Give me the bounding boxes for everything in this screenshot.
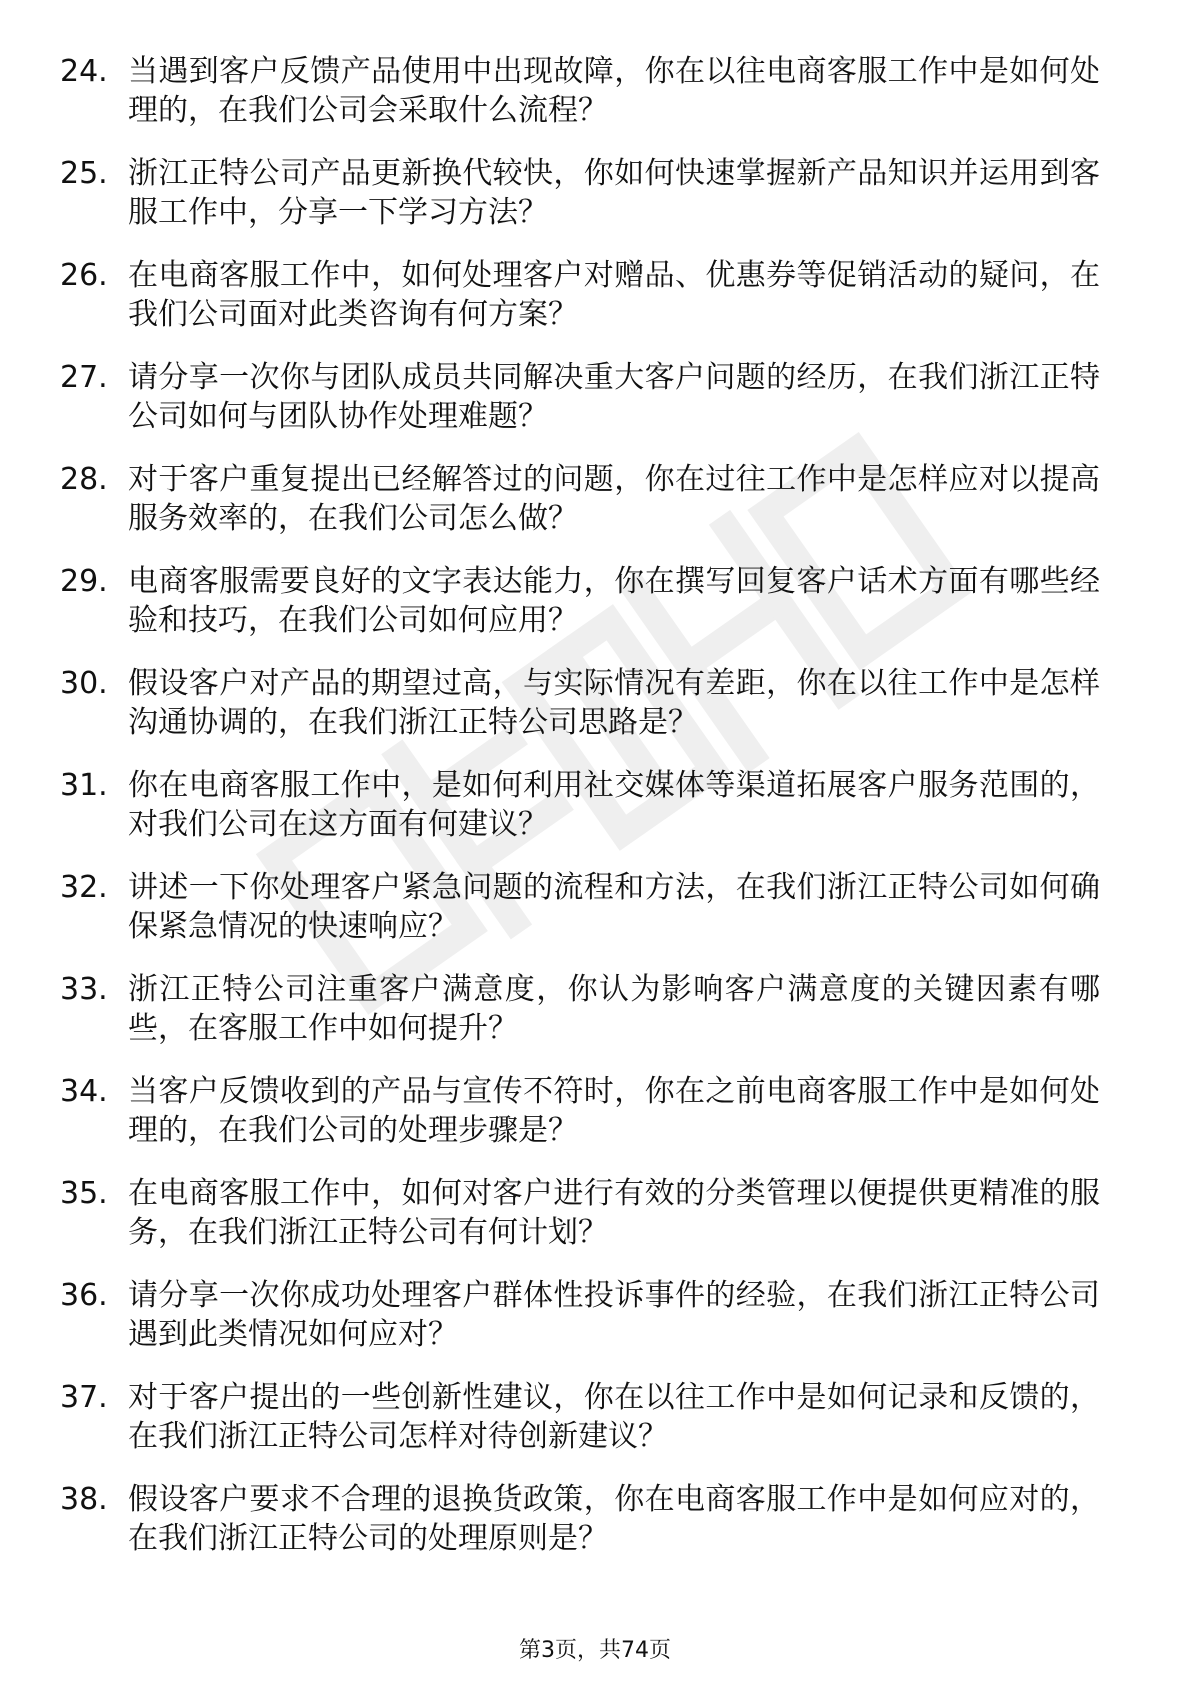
question-text: 讲述一下你处理客户紧急问题的流程和方法，在我们浙江正特公司如何确保紧急情况的快速响应？ [128,870,1100,944]
page-number-footer: 第3页，共74页 [519,1638,671,1663]
question-text: 浙江正特公司注重客户满意度，你认为影响客户满意度的关键因素有哪些，在客服工作中如何提升？ [128,972,1100,1046]
question-text: 请分享一次你与团队成员共同解决重大客户问题的经历，在我们浙江正特公司如何与团队协作处理难题？ [128,360,1100,434]
question-text: 在电商客服工作中，如何处理客户对赠品、优惠券等促销活动的疑问，在我们公司面对此类咨询有何方案？ [128,258,1100,332]
question-number: 29. [60,564,108,599]
question-text: 对于客户提出的一些创新性建议，你在以往工作中是如何记录和反馈的，在我们浙江正特公司怎样对待创新建议？ [128,1380,1100,1454]
question-number: 26. [60,258,108,293]
question-item [60,970,1120,1072]
question-item [60,1480,1120,1582]
question-item [60,562,1120,664]
question-item [60,1174,1120,1276]
question-item [60,154,1120,256]
question-number: 33. [60,972,108,1007]
question-item [60,256,1120,358]
question-item [60,766,1120,868]
question-text: 当遇到客户反馈产品使用中出现故障，你在以往电商客服工作中是如何处理的，在我们公司会采取什么流程？ [128,54,1100,128]
question-number: 31. [60,768,108,803]
question-text: 当客户反馈收到的产品与宣传不符时，你在之前电商客服工作中是如何处理的，在我们公司的处理步骤是？ [128,1074,1100,1148]
question-item [60,1072,1120,1174]
question-item [60,664,1120,766]
question-number: 34. [60,1074,108,1109]
question-number: 37. [60,1380,108,1415]
question-list [60,52,1120,1582]
question-text: 你在电商客服工作中，是如何利用社交媒体等渠道拓展客户服务范围的，对我们公司在这方面有何建议？ [128,768,1100,842]
question-number: 24. [60,54,108,89]
question-item [60,358,1120,460]
question-item [60,1276,1120,1378]
question-text: 请分享一次你成功处理客户群体性投诉事件的经验，在我们浙江正特公司遇到此类情况如何应对？ [128,1278,1100,1352]
question-number: 28. [60,462,108,497]
question-number: 30. [60,666,108,701]
question-number: 25. [60,156,108,191]
question-text: 浙江正特公司产品更新换代较快，你如何快速掌握新产品知识并运用到客服工作中，分享一下学习方法？ [128,156,1100,230]
question-text: 电商客服需要良好的文字表达能力，你在撰写回复客户话术方面有哪些经验和技巧，在我们公司如何应用？ [128,564,1100,638]
question-text: 假设客户对产品的期望过高，与实际情况有差距，你在以往工作中是怎样沟通协调的，在我们浙江正特公司思路是？ [128,666,1100,740]
question-item [60,1378,1120,1480]
question-number: 27. [60,360,108,395]
question-number: 36. [60,1278,108,1313]
question-text: 假设客户要求不合理的退换货政策，你在电商客服工作中是如何应对的，在我们浙江正特公司的处理原则是？ [128,1482,1100,1556]
question-text: 对于客户重复提出已经解答过的问题，你在过往工作中是怎样应对以提高服务效率的，在我们公司怎么做？ [128,462,1100,536]
question-number: 38. [60,1482,108,1517]
question-item [60,868,1120,970]
question-item [60,52,1120,154]
question-item [60,460,1120,562]
question-number: 35. [60,1176,108,1211]
question-number: 32. [60,870,108,905]
question-text: 在电商客服工作中，如何对客户进行有效的分类管理以便提供更精准的服务，在我们浙江正特公司有何计划？ [128,1176,1100,1250]
